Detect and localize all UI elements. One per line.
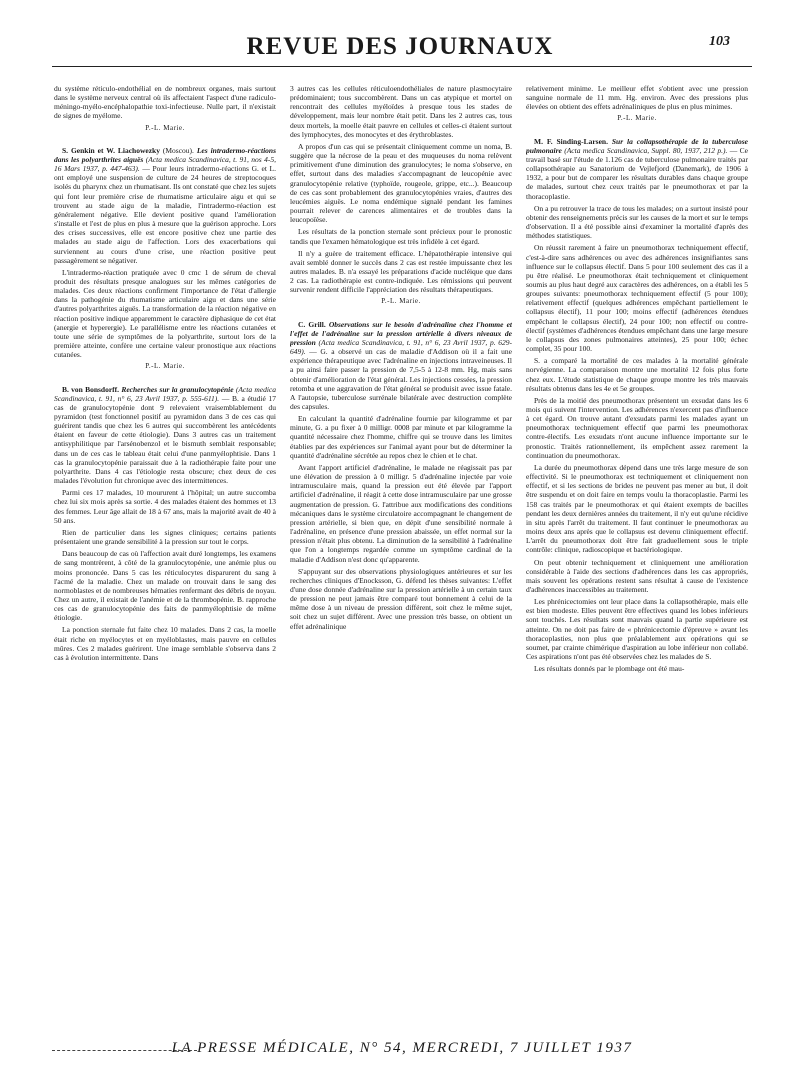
- article-paragraph: Dans beaucoup de cas où l'affection avait duré longtemps, les examens de sang montrèrent, à côté de la granulocytopénie, une anémie plus ou moins prononcée. Dans 5 cas les réticulocytes disparurent du sang à l'acmé de la maladie. Chez un malade on trouvait dans le sang des normoblastes et de nombreuses hématies renfermant des débris de noyau. Chez un autre, il existait de l'anémie et de la thrombopénie. B. rapproche ces cas de granulocytopénie des faits de panmyélophtisie de même étiologie.: [54, 549, 276, 623]
- article-paragraph: La ponction sternale fut faite chez 10 malades. Dans 2 cas, la moelle était riche en myélocytes et en myéloblastes, mais pauvre en cellules mûres. Ces 2 malades guérirent. Une image semblable s'observa dans 2 cas à évolution intermittente. Dans: [54, 625, 276, 662]
- article-paragraph: La durée du pneumothorax dépend dans une très large mesure de son effectivité. Si le pneumothorax est techniquement et cliniquement non effectif, et si les sections de brides ne peuvent pas mener au but, il doit être suspendu et on doit faire en temps voulu la thoracoplastie. Parmi les 158 cas traités par le pneumothorax et qui étaient exempts de bacilles pendant les deux dernières années du traitement, il n'y eut qu'une récidive in situ après l'arrêt du traitement. Il faut continuer le pneumothorax au moins deux ans après que le collapsus est devenu cliniquement effectif. L'arrêt du pneumothorax doit être fait graduellement sous le triple contrôle: clinique, radioscopique et bactériologique.: [526, 462, 748, 555]
- article-paragraph: Avant l'apport artificiel d'adrénaline, le malade ne réagissait pas par une élévation de pression à 0 milligr. 5 d'adrénaline injectée par voie intramusculaire mais, quand la pression eut été élevée par l'apport artificiel d'adrénaline, il réagit à cette dose intramusculaire par une grosse augmentation de pression. G. l'attribue aux modifications des conditions mécaniques dans le système circulatoire accompagnant le changement de pression artérielle, si bien que, en dépit d'une sensibilité normale à l'adrénaline, en présence d'une pression abaissée, un effet normal sur la pression n'était plus obtenu. La diminution de la sensibilité à l'adrénaline que l'on a longtemps regardée comme un symptôme cardinal de la maladie d'Addison n'est donc qu'apparente.: [290, 462, 512, 564]
- article-paragraph: Les phrénicectomies ont leur place dans la collapsothérapie, mais elle est bien modeste. Elles peuvent être effectives quand les lobes inférieurs sont touchés. Les résultats sont mauvais quand la partie supérieure est atteinte. On ne doit pas faire de « phrénicectomie d'épreuve » avant les thoracoplasties, non plus que préalablement aux opérations qui se soumet, par crainte chimérique d'aspiration au lobe inférieur non collabé. Ces aspirations n'ont pas été observées chez les malades de S.: [526, 597, 748, 662]
- author-signature: P.-L. Marie.: [145, 362, 185, 371]
- article-authors: M. F. Sinding-Larsen.: [534, 136, 608, 146]
- article-body: — Pour leurs intradermo-réactions G. et L. ont employé une suspension de culture de 24 heures de streptocoques isolés du pharynx chez un rhumatisant. Ils ont constaté que chez les sujets qui font leur première crise de rhumatisme articulaire aigu et qui se trouvent au stade aigu de la maladie, l'intradermo-réaction est généralement négative. Elle devient positive quand l'amélioration s'installe et l'est de plus en plus à mesure que la guérison approche. Lors des crises successives, elle est encore positive chez une partie des malades au stade aigu de l'affection. Lors des exacerbations qui surviennent au cours d'une crise, une réaction positive peut passagèrement se négativer.: [54, 164, 276, 265]
- article-paragraph: En calculant la quantité d'adrénaline fournie par kilogramme et par minute, G. a pu fixer à 0 milligr. 0008 par minute et par kilogramme la quantité nécessaire chez l'homme, chiffre qui se trouve dans les limites établies par des expériences sur l'animal ayant pour but de déterminer la quantité d'adrénaline sécrétée au repos chez le chien et le chat.: [290, 414, 512, 460]
- continued-paragraph: 3 autres cas les cellules réticuloendothéliales de nature plasmocytaire prédominaient; tous succombèrent. Dans un cas atypique et mortel on rencontrait des cellules myéloïdes à presque tous les stades de développement, mais leur nombre était petit. Dans les 2 autres cas, tous deux mortels, la moelle était pauvre en cellules et celles-ci étaient surtout des lymphocytes, des monocytes et des érythroblastes.: [290, 84, 512, 139]
- article-paragraph: L'intradermo-réaction pratiquée avec 0 cmc 1 de sérum de cheval produit des résultats presque analogues sur les mêmes catégories de malades. Ces deux réactions confirment l'importance de l'état d'allergie dans la pathogénie du rhumatisme articulaire aigu et dans une série d'autres polyarthrites aiguës. La transformation de la réaction négative en réaction positive indique apparemment le caractère diphasique de cet état (anergie et hyperergie). Le parallélisme entre les réactions cutanées et toute une série de symptômes de la polyarthrite, surtout lors de la première atteinte, confère une certaine valeur pronostique aux réactions cutanées.: [54, 267, 276, 360]
- article-paragraph: S. a comparé la mortalité de ces malades à la mortalité générale norvégienne. La comparaison montre une mortalité 12 fois plus forte chez eux. L'étude statistique de chaque groupe montre les très mauvais résultats obtenus dans les 4e et 5e groupes.: [526, 356, 748, 393]
- article-paragraph: On réussit rarement à faire un pneumothorax techniquement effectif, c'est-à-dire sans adhérences ou avec des adhérences insignifiantes sans influence sur le collapsus électif. Dans 5 pour 100 seulement des cas il a pu être réalisé. Le pneumothorax était techniquement et cliniquement soumis au plus haut degré aux caractères des adhérences, on a établi les 5 groupes suivants: pneumothorax techniquement effectif (5 pour 100); relativement effectif (quelques adhérences empêchant partiellement le collapsus électif), 11 pour 100; moins effectif (adhérences étendues empêchant le collapsus électif), 24 pour 100; non effectif ou contre-électif (systèmes d'adhérences étendues empêchant dans une large mesure le collapsus des zones pulmonaires atteintes), 25 pour 100; échec complet, 35 pour 100.: [526, 243, 748, 354]
- article-citation: (Acta medica Scandinavica, t. 91, n° 6, 23 Avril 1937, p. 629-649).: [290, 337, 512, 357]
- article-citation: (Acta medica Scandinavica, Suppl. 80, 1937, 212 p.).: [561, 145, 728, 155]
- article-paragraph: Près de la moitié des pneumothorax présentent un exsudat dans les 6 mois qui suivent l'intervention. Les adhérences n'exercent pas d'influence à cet égard. On trouve autant d'exsudats parmi les malades ayant un pneumothorax techniquement effectif que parmi les pneumothorax contre-électifs. Les exsudats n'ont aucune influence importante sur le pronostic. Traités rationnellement, ils empêchent assez rarement la continuation du pneumothorax.: [526, 395, 748, 460]
- article-title: Les intradermo-réactions dans les polyarthrites aiguës: [54, 145, 276, 164]
- column-1: [54, 84, 276, 1034]
- article-sinding-larsen: [526, 137, 748, 201]
- author-signature: P.-L. Marie.: [381, 297, 421, 306]
- article-paragraph: A propos d'un cas qui se présentait cliniquement comme un noma, B. suggère que la nécrose de la peau et des muqueuses du noma relèvent primitivement d'une diminution des granulocytes; le noma s'observe, en effet, surtout dans des maladies s'accompagnant de leucopénie avec granulocytopénie relative (typhoïde, rougeole, grippe, etc...). Beaucoup de ces cas sont probablement des granulocytopénies vraies, d'autres des leucémies aiguës. Le noma endémique signalé pendant les famines pourrait relever de carences alimentaires et de troubles dans la leucopoïèse.: [290, 141, 512, 225]
- article-paragraph: On a pu retrouver la trace de tous les malades; on a surtout insisté pour obtenir des renseignements précis sur les causes de la mort et sur le temps d'observation. Il a été possible ainsi d'examiner la mortalité d'après des méthodes statistiques.: [526, 203, 748, 241]
- footer-text: LA PRESSE MÉDICALE, N° 54, MERCREDI, 7 JUILLET 1937: [171, 1040, 633, 1056]
- article-authors: C. Grill.: [298, 319, 326, 329]
- article-body: — G. a observé un cas de maladie d'Addison où il a fait une expérience thérapeutique avec l'adrénaline en injections intraveineuses. Il a pu ainsi faire passer la pression de 7,5-5 à 12-8 mm. Hg, mais sans obtenir d'amélioration de l'état général. Les injections cessées, la pression retomba et une aggravation de l'état général se produisit avec issue fatale. A l'autopsie, tuberculose surrénale bilatérale avec destruction complète des capsules.: [290, 347, 512, 411]
- article-paragraph: Il n'y a guère de traitement efficace. L'hépatothérapie intensive qui avait semblé donner le succès dans 2 cas est restée impuissante chez les autres malades. B. n'a essayé les préparations d'acide nucléique que dans 2 cas. La radiothérapie est contre-indiquée. Les rémissions qui peuvent survenir rendent difficile l'appréciation des résultats thérapeutiques.: [290, 248, 512, 295]
- column-3: [526, 84, 748, 1034]
- article-paragraph: Les résultats de la ponction sternale sont précieux pour le pronostic tandis que l'examen hématologique est très infidèle à cet égard.: [290, 227, 512, 246]
- article-paragraph: Parmi ces 17 malades, 10 moururent à l'hôpital; un autre succomba chez lui six mois après sa sortie. 4 des malades étaient des hommes et 13 des femmes. Leur âge allait de 18 à 67 ans, mais la majorité avait de 40 à 50 ans.: [54, 488, 276, 525]
- journal-title: REVUE DES JOURNAUX: [246, 33, 554, 60]
- article-paragraph: Rien de particulier dans les signes cliniques; certains patients présentaient une grande sensibilité à la pression sur tout le corps.: [54, 527, 276, 547]
- article-title: Observations sur le besoin d'adrénaline chez l'homme et l'effet de l'adrénaline sur la pression artérielle à divers niveaux de pression: [290, 319, 512, 347]
- author-signature: P.-L. Marie.: [617, 114, 657, 123]
- continued-paragraph: du système réticulo-endothélial en de nombreux organes, mais surtout dans le système nerveux central où ils affectaient l'aspect d'une radiculo-méningo-myélo-encéphalopathie toxi-infectieuse. Nulle part, il n'existait de signes de myélome.: [54, 84, 276, 121]
- article-authors: B. von Bonsdorff.: [62, 384, 120, 394]
- article-title: Sur la collapsothérapie de la tuberculose pulmonaire: [526, 136, 748, 155]
- article-paragraph: S'appuyant sur des observations physiologiques antérieures et sur les recherches cliniques d'Enocksson, G. défend les thèses suivantes: L'effet d'une dose donnée d'adrénaline sur la pression artérielle à un certain taux de pression ne peut jamais être comparé tout bonnement à celui de la même dose à un niveau de pression différent, soit chez le même sujet, soit chez un sujet différent. Avec une pression très basse, on obtient un effet adrénalinique: [290, 566, 512, 631]
- text-columns: [54, 84, 754, 1034]
- article-place: (Moscou).: [159, 145, 197, 155]
- author-signature: P.-L. Marie.: [145, 123, 185, 132]
- page-header: [0, 28, 800, 68]
- article-body: — B. a étudié 17 cas de granulocytopénie dont 9 relevaient vraisemblablement du pyramidon (test fonctionnel positif au pyramidon dans 3 de ces cas qui guérirent tandis que chez les 6 autres qui succombèrent les antécédents étaient en faveur de cette étiologie). Dans 3 autres cas un traitement antisyphilitique par l'arsénobenzol et le bismuth semblait responsable; dans un de ces cas le tableau était celui d'une panmyélophtisie. Dans 1 cas la granulocytopénie paraissait due à la radiothérapie faite pour une polyarthrite. Dans 4 cas l'étiologie resta obscure; chez deux de ces malades l'évolution fut chronique avec des intermittences.: [54, 393, 276, 486]
- article-genkin: [54, 146, 276, 265]
- article-bonsdorff: [54, 385, 276, 486]
- article-grill: [290, 320, 512, 412]
- article-title: Recherches sur la granulocytopénie: [119, 384, 234, 394]
- header-rule: [52, 66, 752, 67]
- article-paragraph: On peut obtenir techniquement et cliniquement une amélioration considérable à l'aide des sections d'adhérences dans les cas appropriés, mais souvent les opérations restent sans résultat à cause de l'existence d'adhérences inaccessibles au traitement.: [526, 557, 748, 594]
- article-citation: (Acta medica Scandinavica, t. 91, nos 4-5, 16 Mars 1937, p. 447-463).: [54, 154, 276, 174]
- article-citation: (Acta medica Scandinavica, t. 91, n° 6, 23 Avril 1937, p. 555-611).: [54, 384, 276, 403]
- article-body: — Ce travail basé sur l'étude de 1.126 cas de tuberculose pulmonaire traités par collapsothérapie au Sanatorium de Vejlefjord (Danemark), de 1906 à 1932, a pour but de comparer les résultats durables dans chaque groupe de malades, surtout chez ceux traités par le pneumothorax et par la thoracoplastie.: [526, 145, 748, 201]
- article-authors: S. Genkin et W. Liachowezky: [62, 145, 160, 155]
- page-footer: [52, 1040, 752, 1062]
- continued-paragraph: relativement minime. Le meilleur effet s'obtient avec une pression sanguine normale de 11 mm. Hg. environ. Avec des pressions plus élevées on obtient des effets adrénaliniques de plus en plus minimes.: [526, 84, 748, 112]
- column-2: [290, 84, 512, 1034]
- page-number: 103: [709, 34, 730, 49]
- article-paragraph: Les résultats donnés par le plombage ont été mau-: [534, 664, 685, 674]
